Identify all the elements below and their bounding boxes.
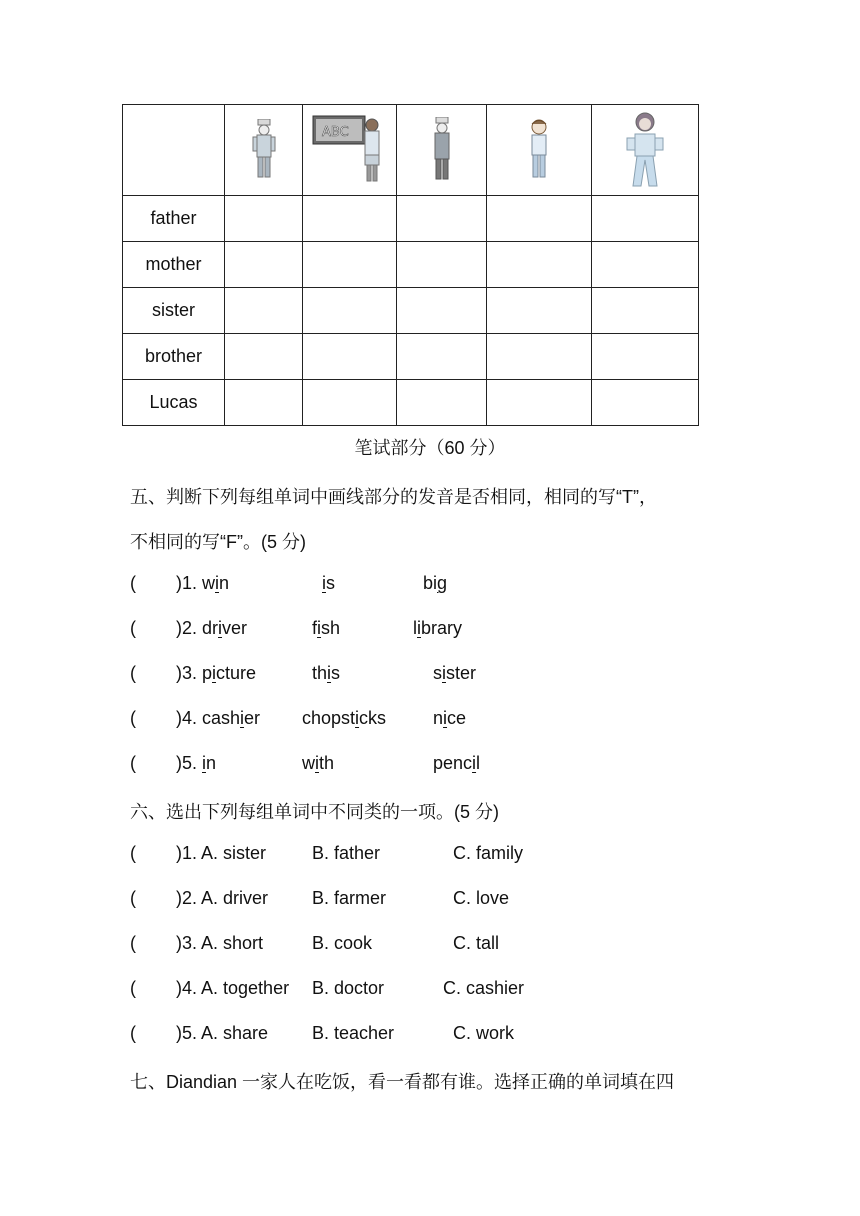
word-3: [413, 618, 462, 639]
answer-cell[interactable]: [592, 380, 699, 426]
item-number: )4.: [176, 708, 198, 728]
word-prefix: th: [312, 663, 328, 683]
item-number: )1.: [176, 573, 198, 593]
answer-paren[interactable]: (: [130, 663, 136, 683]
row-label: mother: [123, 242, 225, 288]
word-suffix: er: [244, 708, 261, 728]
teacher-blackboard-icon: [312, 115, 388, 185]
cook-figure-icon: [249, 119, 279, 181]
section5-title-line2: 不相同的写“F”。(5 分): [130, 532, 306, 552]
item-number: )5.: [176, 753, 198, 773]
underlined-letters: i: [442, 663, 446, 683]
answer-cell[interactable]: [225, 334, 303, 380]
word-1: [202, 663, 256, 684]
section7-title: 七、Diandian 一家人在吃饭，看一看都有谁。选择正确的单词填在四: [130, 1072, 675, 1092]
option-b: B. farmer: [312, 888, 387, 908]
underlined-letters: i: [212, 663, 217, 683]
word-suffix: ver: [222, 618, 248, 638]
answer-cell[interactable]: [303, 242, 397, 288]
option-a: )3. A. short: [176, 933, 264, 953]
table-row: [123, 242, 699, 288]
table-row: [123, 196, 699, 242]
answer-cell[interactable]: [225, 196, 303, 242]
table-row: [123, 334, 699, 380]
table-row: [123, 288, 699, 334]
answer-cell[interactable]: [225, 380, 303, 426]
chef-figure-icon: [430, 117, 454, 183]
picture-cell-teacher: [303, 105, 397, 196]
option-c: C. tall: [453, 933, 500, 953]
answer-paren[interactable]: (: [130, 933, 136, 953]
empty-corner-cell: [123, 105, 225, 196]
word-2: [302, 753, 334, 774]
picture-cell-chef: [397, 105, 487, 196]
underlined-letters: i: [327, 663, 332, 683]
underlined-letters: i: [355, 708, 360, 728]
underlined-letters: i: [317, 618, 322, 638]
answer-cell[interactable]: [225, 288, 303, 334]
word-3: [423, 573, 447, 594]
underlined-letters: i: [315, 753, 319, 773]
option-b: B. cook: [312, 933, 373, 953]
option-b: B. doctor: [312, 978, 385, 998]
section5-title-line1: 五、判断下列每组单词中画线部分的发音是否相同，相同的写“T”，: [130, 487, 657, 507]
underlined-letters: i: [322, 573, 326, 593]
word-suffix: n: [219, 573, 230, 593]
answer-paren[interactable]: (: [130, 618, 136, 638]
option-a: )1. A. sister: [176, 843, 267, 863]
answer-cell[interactable]: [225, 242, 303, 288]
option-b: B. father: [312, 843, 381, 863]
answer-cell[interactable]: [397, 196, 487, 242]
word-prefix: n: [433, 708, 444, 728]
answer-cell[interactable]: [592, 334, 699, 380]
word-prefix: dr: [202, 618, 219, 638]
underlined-letters: i: [215, 573, 219, 593]
picture-cell-boy: [487, 105, 592, 196]
answer-cell[interactable]: [303, 334, 397, 380]
word-prefix: p: [202, 663, 213, 683]
table-row: [123, 380, 699, 426]
underlined-letters: i: [417, 618, 421, 638]
word-prefix: penc: [433, 753, 473, 773]
word-suffix: sh: [321, 618, 341, 638]
word-3: [433, 663, 476, 684]
word-prefix: cash: [202, 708, 241, 728]
underlined-letters: i: [240, 708, 245, 728]
answer-cell[interactable]: [487, 334, 592, 380]
girl-figure-icon: [623, 110, 667, 190]
word-2: [322, 573, 335, 594]
underlined-letters: i: [202, 753, 206, 773]
row-label: brother: [123, 334, 225, 380]
answer-cell[interactable]: [592, 196, 699, 242]
option-a: )5. A. share: [176, 1023, 269, 1043]
word-1: [202, 573, 229, 594]
row-label: father: [123, 196, 225, 242]
answer-cell[interactable]: [487, 380, 592, 426]
written-part-caption: 笔试部分（60 分）: [354, 438, 506, 458]
underlined-letters: i: [443, 708, 448, 728]
answer-cell[interactable]: [397, 288, 487, 334]
underlined-letters: i: [218, 618, 223, 638]
answer-paren[interactable]: (: [130, 843, 136, 863]
word-prefix: f: [312, 618, 318, 638]
answer-paren[interactable]: (: [130, 573, 136, 593]
word-2: [312, 663, 340, 684]
answer-cell[interactable]: [592, 288, 699, 334]
item-number: )3.: [176, 663, 198, 683]
matching-table: [122, 104, 699, 426]
answer-paren[interactable]: (: [130, 1023, 136, 1043]
word-1: [202, 618, 247, 639]
word-prefix: w: [202, 573, 215, 593]
answer-cell[interactable]: [487, 288, 592, 334]
word-suffix: s: [326, 573, 335, 593]
word-1: [202, 708, 260, 729]
answer-cell[interactable]: [397, 242, 487, 288]
word-prefix: bi: [423, 573, 438, 593]
word-suffix: cture: [216, 663, 257, 683]
answer-cell[interactable]: [397, 334, 487, 380]
option-a: )4. A. together: [176, 978, 290, 998]
word-2: [312, 618, 340, 639]
picture-cell-cook: [225, 105, 303, 196]
word-3: [433, 708, 466, 729]
underlined-letters: g: [437, 573, 448, 593]
item-number: )2.: [176, 618, 198, 638]
answer-cell[interactable]: [303, 288, 397, 334]
blackboard-text: ABC: [321, 125, 349, 140]
word-prefix: s: [433, 663, 442, 683]
word-suffix: ce: [447, 708, 467, 728]
word-prefix: chopst: [302, 708, 356, 728]
word-suffix: cks: [359, 708, 387, 728]
answer-cell[interactable]: [487, 196, 592, 242]
answer-paren[interactable]: (: [130, 978, 136, 998]
boy-figure-icon: [524, 117, 554, 183]
section6-title: 六、选出下列每组单词中不同类的一项。(5 分): [130, 802, 499, 822]
underlined-letters: i: [472, 753, 477, 773]
word-suffix: s: [331, 663, 341, 683]
option-c: C. cashier: [443, 978, 525, 998]
word-suffix: l: [476, 753, 481, 773]
word-1: [202, 753, 216, 774]
answer-cell[interactable]: [303, 196, 397, 242]
answer-cell[interactable]: [487, 242, 592, 288]
answer-cell[interactable]: [397, 380, 487, 426]
option-a: )2. A. driver: [176, 888, 269, 908]
row-label: sister: [123, 288, 225, 334]
word-2: [302, 708, 386, 729]
word-suffix: ster: [446, 663, 477, 683]
answer-cell[interactable]: [592, 242, 699, 288]
option-c: C. love: [453, 888, 510, 908]
picture-cell-girl: [592, 105, 699, 196]
word-prefix: l: [413, 618, 417, 638]
word-3: [433, 753, 480, 774]
word-suffix: brary: [421, 618, 463, 638]
picture-row: [123, 105, 699, 196]
row-label: Lucas: [123, 380, 225, 426]
word-suffix: th: [319, 753, 335, 773]
word-suffix: n: [206, 753, 217, 773]
option-c: C. family: [453, 843, 524, 863]
answer-paren[interactable]: (: [130, 708, 136, 728]
word-prefix: w: [302, 753, 315, 773]
answer-cell[interactable]: [303, 380, 397, 426]
option-b: B. teacher: [312, 1023, 395, 1043]
option-c: C. work: [453, 1023, 515, 1043]
answer-paren[interactable]: (: [130, 888, 136, 908]
answer-paren[interactable]: (: [130, 753, 136, 773]
